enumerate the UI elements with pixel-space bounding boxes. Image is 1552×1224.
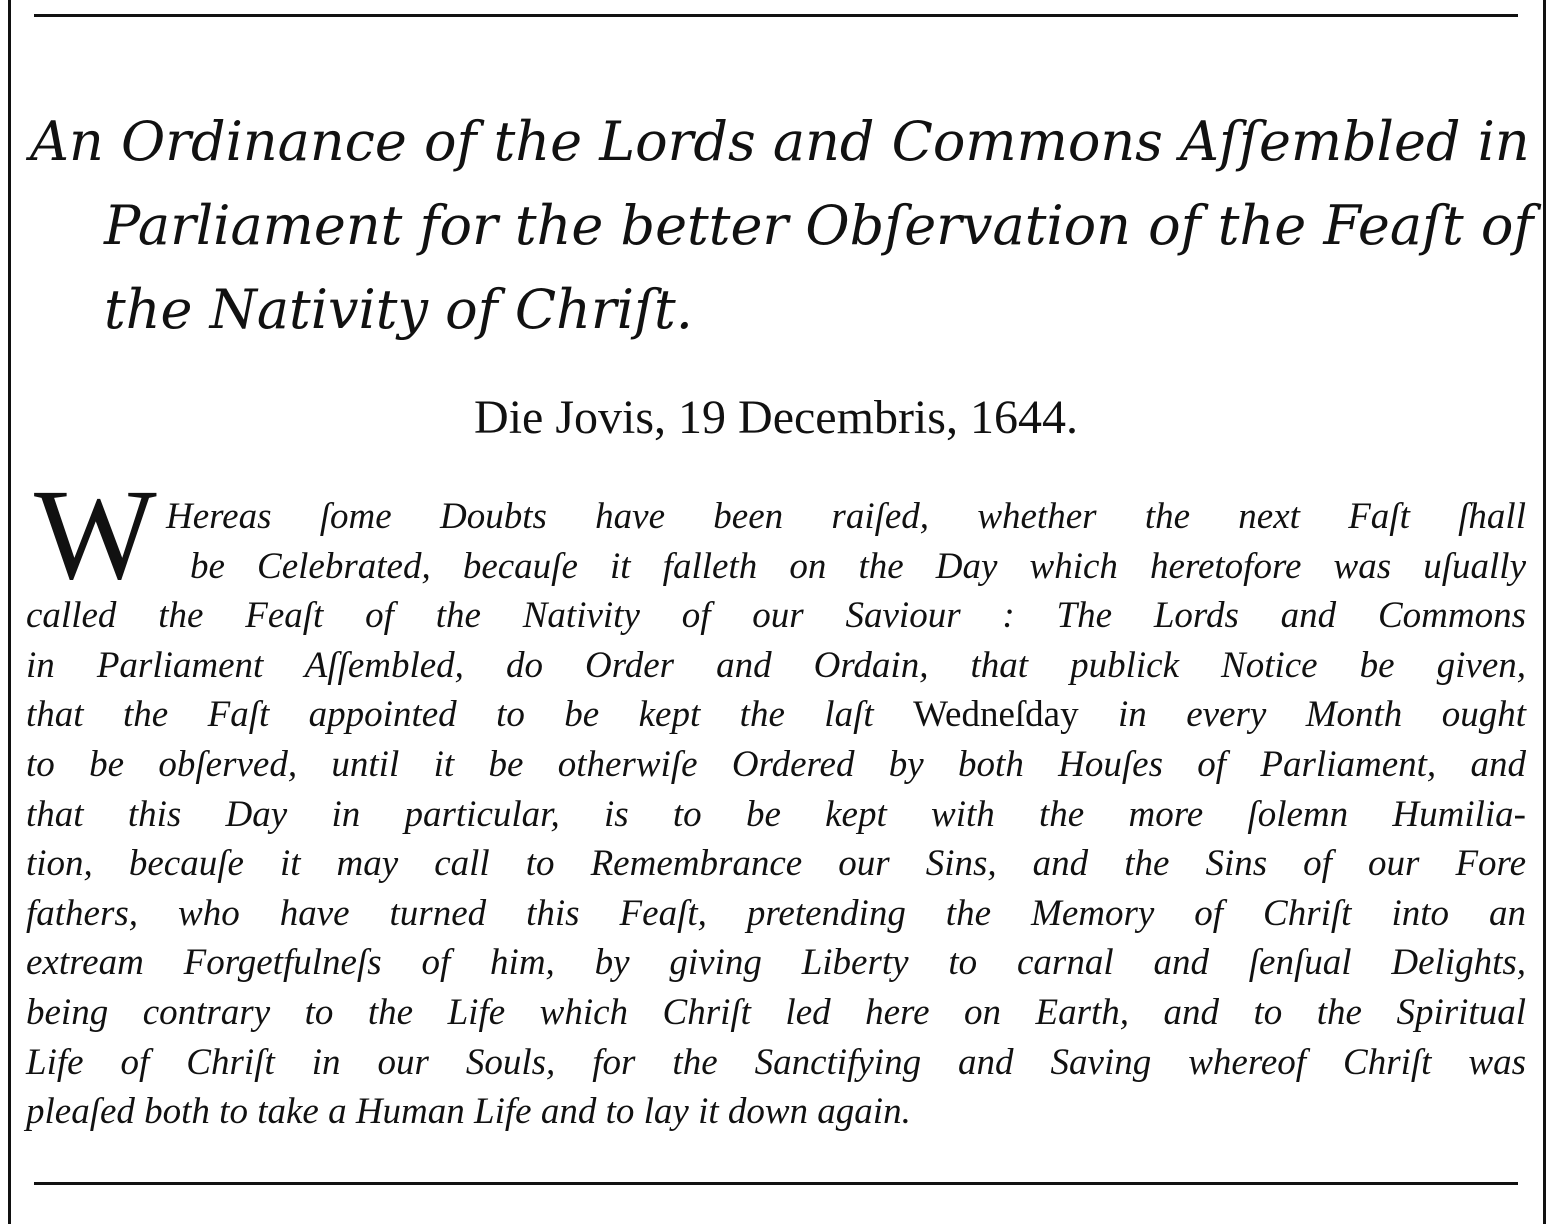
top-rule [34,14,1518,17]
ordinance-title [30,100,1534,352]
ordinance-body [26,492,1526,1137]
bottom-rule [34,1182,1518,1185]
drop-cap: W [34,463,157,607]
right-border-line [1543,0,1546,1224]
body-line: that this Day in particular, is to be kept with the more ſolemn Humilia- [26,793,1526,835]
body-line: fathers, who have turned this Feaſt, pretending the Memory of Chriſt into an [26,892,1526,934]
body-line: in Parliament Aſſembled, do Order and Ordain, that publick Notice be given, [26,644,1526,686]
title-line-1: An Ordinance of the Lords and Commons Aſſembled in [30,110,1530,173]
dateline: Die Jovis, 19 Decembris, 1644. [474,391,1078,444]
body-line: extream Forgetfulneſs of him, by giving Liberty to carnal and ſenſual Delights, [26,942,1526,984]
body-line: being contrary to the Life which Chriſt led here on Earth, and to the Spiritual [26,991,1526,1033]
title-line-3: the Nativity of Chriſt. [104,278,693,341]
body-line: Life of Chriſt in our Souls, for the Sanctifying and Saving whereof Chriſt was [26,1041,1526,1083]
body-line: pleaſed both to take a Human Life and to lay it down again. [26,1091,911,1133]
body-line-part: that the Faſt appointed to be kept the laſt [26,694,874,736]
body-line: be Celebrated, becauſe it falleth on the Day which heretofore was uſually [190,545,1526,587]
body-line: tion, becauſe it may call to Remembrance our Sins, and the Sins of our Fore [26,843,1526,885]
body-line: to be obſerved, until it be otherwiſe Ordered by both Houſes of Parliament, and [26,743,1526,785]
roman-word: Wedneſday [913,694,1079,736]
title-line-2: Parliament for the better Obſervation of the Feaſt of [104,194,1534,257]
body-line: Hereas ſome Doubts have been raiſed, whether the next Faſt ſhall [166,496,1526,537]
body-line: called the Feaſt of the Nativity of our Saviour : The Lords and Commons [26,595,1526,637]
body-line-with-roman [26,690,1526,740]
body-line-part: in every Month ought [1118,694,1527,736]
left-border-line [8,0,11,1224]
